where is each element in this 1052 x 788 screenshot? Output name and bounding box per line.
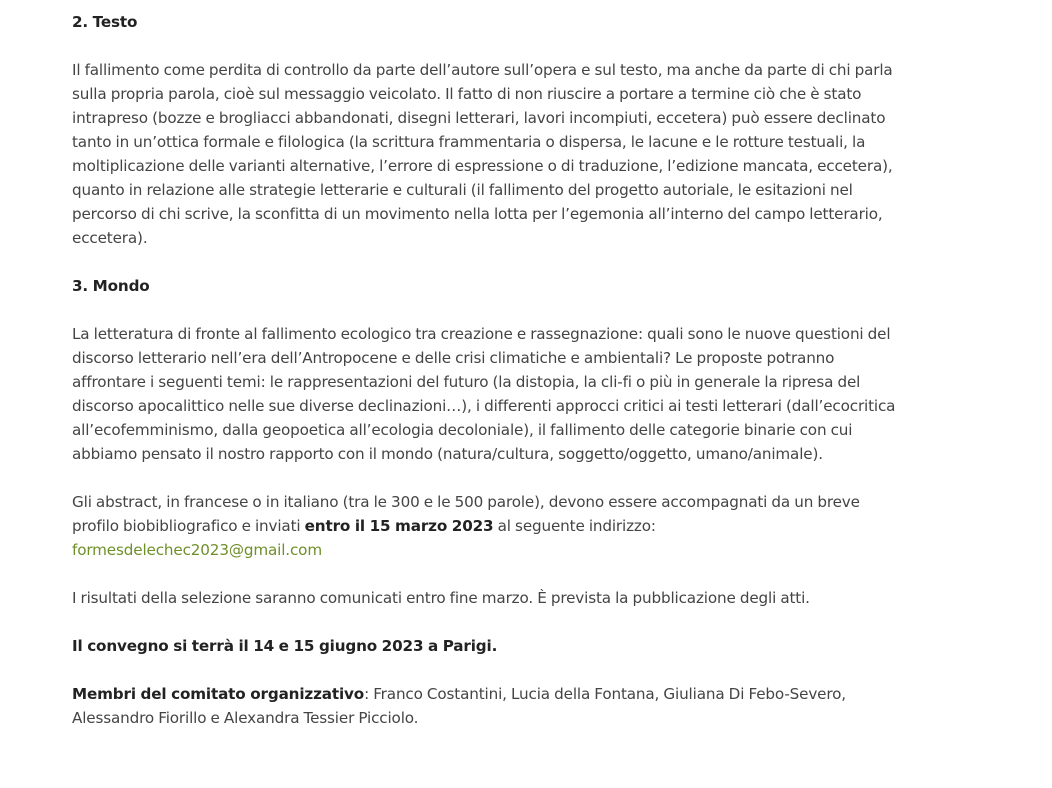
section-heading-testo: 2. Testo: [72, 13, 138, 31]
abstracts-text-after: al seguente indirizzo:: [493, 517, 656, 535]
abstracts-text-before: Gli abstract, in francese o in italiano (tra le 300 e le 500 parole), devono essere accompagnati da un breve profilo biobibliografico e inviati: [72, 493, 860, 535]
abstracts-paragraph: [72, 490, 902, 562]
section-body-mondo: La letteratura di fronte al fallimento ecologico tra creazione e rassegnazione: quali sono le nuove questioni del discorso letterario nell’era dell’Antropocene e delle crisi climatiche e ambientali? Le proposte potranno affrontare i seguenti temi: le rappresentazioni del futuro (la distopia, la cli-fi o più in generale la ripresa del discorso apocalittico nelle sue diverse declinazioni…), i differenti approcci critici ai testi letterari (dall’ecocritica all’ecofemminismo, dalla geopoetica all’ecologia decoloniale), il fallimento delle categorie binarie con cui abbiamo pensato il nostro rapporto con il mondo (natura/cultura, soggetto/oggetto, umano/animale).: [72, 325, 896, 463]
conference-paragraph: [72, 634, 902, 658]
committee-members: : Franco Costantini, Lucia della Fontana, Giuliana Di Febo-Severo, Alessandro Fiorillo e Alexandra Tessier Picciolo.: [72, 685, 846, 727]
article-content: [72, 10, 902, 754]
section-heading-mondo: 3. Mondo: [72, 277, 150, 295]
committee-label: Membri del comitato organizzativo: [72, 685, 365, 703]
conference-text: Il convegno si terrà il 14 e 15 giugno 2023 a Parigi.: [72, 637, 498, 655]
section-body-testo: Il fallimento come perdita di controllo da parte dell’autore sull’opera e sul testo, ma anche da parte di chi parla sulla propria parola, cioè sul messaggio veicolato. Il fatto di non riuscire a portare a termine ciò che è stato intrapreso (bozze e brogliacci abbandonati, disegni letterari, lavori incompiuti, eccetera) può essere declinato tanto in un’ottica formale e filologica (la scrittura frammentaria o dispersa, le lacune e le rotture testuali, la moltiplicazione delle varianti alternative, l’errore di espressione o di traduzione, l’edizione mancata, eccetera), quanto in relazione alle strategie letterarie e culturali (il fallimento del progetto autoriale, le esitazioni nel percorso di chi scrive, la sconfitta di un movimento nella lotta per l’egemonia all’interno del campo letterario, eccetera).: [72, 61, 893, 247]
email-link[interactable]: formesdelechec2023@gmail.com: [72, 541, 322, 559]
committee-paragraph: [72, 682, 902, 730]
abstracts-deadline: entro il 15 marzo 2023: [304, 517, 494, 535]
results-paragraph: I risultati della selezione saranno comunicati entro fine marzo. È prevista la pubblicazione degli atti.: [72, 589, 810, 607]
